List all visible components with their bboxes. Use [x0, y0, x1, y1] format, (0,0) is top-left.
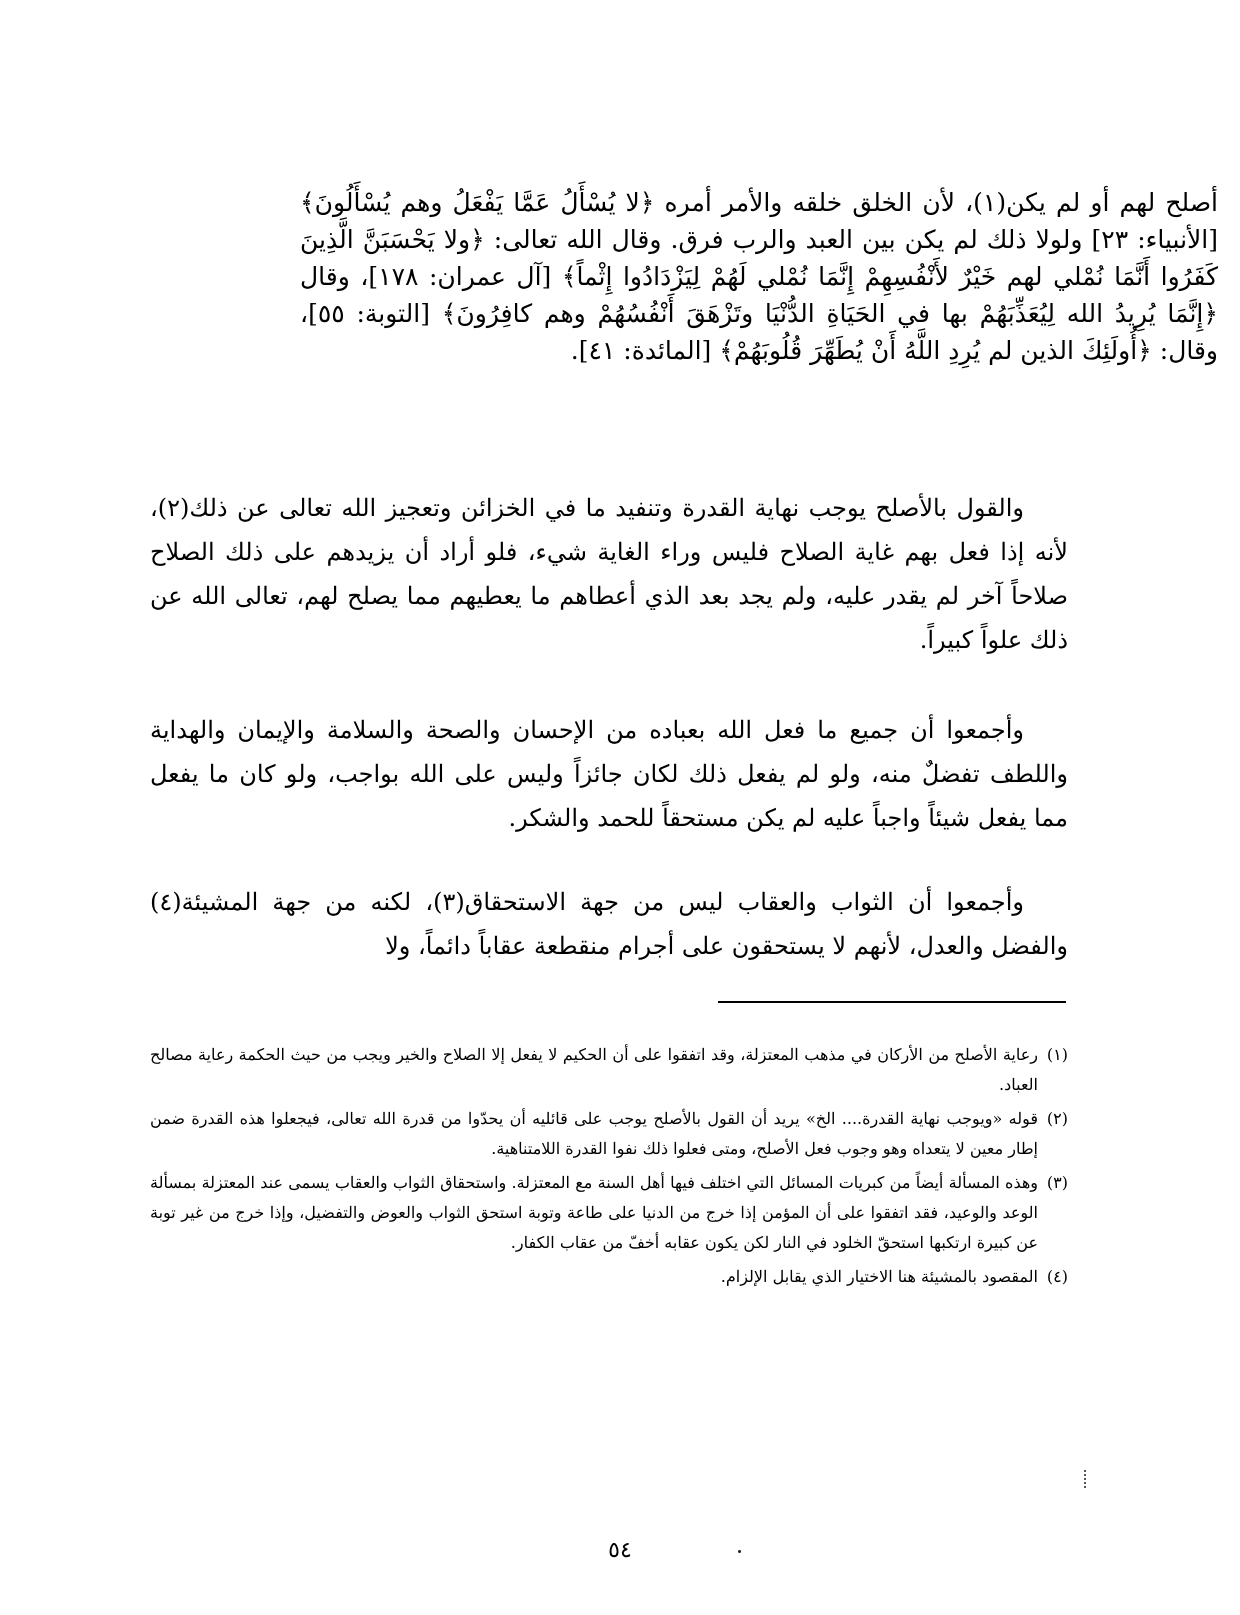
footnote-text: وهذه المسألة أيضاً من كبريات المسائل التي اختلف فيها أهل السنة مع المعتزلة. واستحقاق الثواب والعقاب يسمى عند المعتزلة بمسألة الوعد والوعيد، فقد اتفقوا على أن المؤمن إذا خرج من الدنيا على طاعة وتوبة استحق الثواب والعوض والتفضيل، وإذا خرج من غير توبة عن كبيرة ارتكبها استحقّ الخلود في النار لكن يكون عقابه أخفّ من عقاب الكفار.: [150, 1173, 1038, 1252]
footnote-number: (١): [1046, 1045, 1068, 1064]
paragraph-3: وأجمعوا أن جميع ما فعل الله بعباده من الإحسان والصحة والسلامة والإيمان والهداية واللطف تفضلٌ منه، ولو لم يفعل ذلك لكان جائزاً وليس على الله بواجب، ولو كان ما يفعل مما يفعل شيئاً واجباً عليه لم يكن مستحقاً للحمد والشكر.: [150, 716, 1068, 832]
footnote-text: قوله «ويوجب نهاية القدرة.... الخ» يريد أن القول بالأصلح يوجب على قائليه أن يحدّوا من قدرة الله تعالى، فيجعلوا هذه القدرة ضمن إطار معين لا يتعداه وهو وجوب فعل الأصلح، ومتى فعلوا ذلك نفوا القدرة اللامتناهية.: [150, 1109, 1038, 1158]
footnotes-list: [150, 1040, 1068, 1296]
page-number: ٥٤: [608, 1538, 632, 1563]
footnote-1: [150, 1040, 1068, 1100]
scan-speck: [738, 1550, 741, 1553]
footnote-3: [150, 1168, 1068, 1258]
paragraph-1: أصلح لهم أو لم يكن(١)، لأن الخلق خلقه والأمر أمره ﴿لا يُسْأَلُ عَمَّا يَفْعَلُ وهم يُسْأَلُونَ﴾ [الأنبياء: ٢٣] ولولا ذلك لم يكن بين العبد والرب فرق. وقال الله تعالى: ﴿ولا يَحْسَبَنَّ الَّذِينَ كَفَرُوا أَنَّمَا نُمْلي لهم خَيْرٌ لأَنْفُسِهِمْ إِنَّمَا نُمْلي لَهُمْ لِيَزْدَادُوا إِثْماً﴾ [آل عمران: ١٧٨]، وقال ﴿إِنَّمَا يُرِيدُ الله لِيُعَذِّبَهُمْ بها في الحَيَاةِ الدُّنْيَا وتَزْهَقَ أَنْفُسُهُمْ وهم كافِرُونَ﴾ [التوبة: ٥٥]، وقال: ﴿أُولَئِكَ الذين لم يُرِدِ اللَّهُ أَنْ يُطَهِّرَ قُلُوبَهُمْ﴾ [المائدة: ٤١].: [300, 188, 1219, 365]
footnote-4: [150, 1262, 1068, 1292]
footnote-separator: [718, 1001, 1066, 1003]
footnote-text: المقصود بالمشيئة هنا الاختيار الذي يقابل الإلزام.: [720, 1267, 1038, 1286]
paragraph-2: والقول بالأصلح يوجب نهاية القدرة وتنفيد ما في الخزائن وتعجيز الله تعالى عن ذلك(٢)، لأنه إذا فعل بهم غاية الصلاح فليس وراء الغاية شيء، فلو أراد أن يزيدهم على ذلك الصلاح صلاحاً آخر لم يقدر عليه، ولم يجد بعد الذي أعطاهم ما يعطيهم مما يصلح لهم، تعالى الله عن ذلك علواً كبيراً.: [150, 494, 1068, 654]
footnote-2: [150, 1104, 1068, 1164]
paragraph-4: وأجمعوا أن الثواب والعقاب ليس من جهة الاستحقاق(٣)، لكنه من جهة المشيئة(٤) والفضل والعدل، لأنهم لا يستحقون على أجرام منقطعة عقاباً دائماً، ولا: [150, 888, 1068, 960]
footnote-text: رعاية الأصلح من الأركان في مذهب المعتزلة، وقد اتفقوا على أن الحكيم لا يفعل إلا الصلاح والخير ويجب من حيث الحكمة رعاية مصالح العباد.: [150, 1045, 1038, 1094]
footnote-number: (٤): [1046, 1267, 1068, 1286]
footnote-number: (٣): [1046, 1173, 1068, 1192]
footnote-number: (٢): [1046, 1109, 1068, 1128]
scan-margin-mark: [1084, 1470, 1088, 1488]
